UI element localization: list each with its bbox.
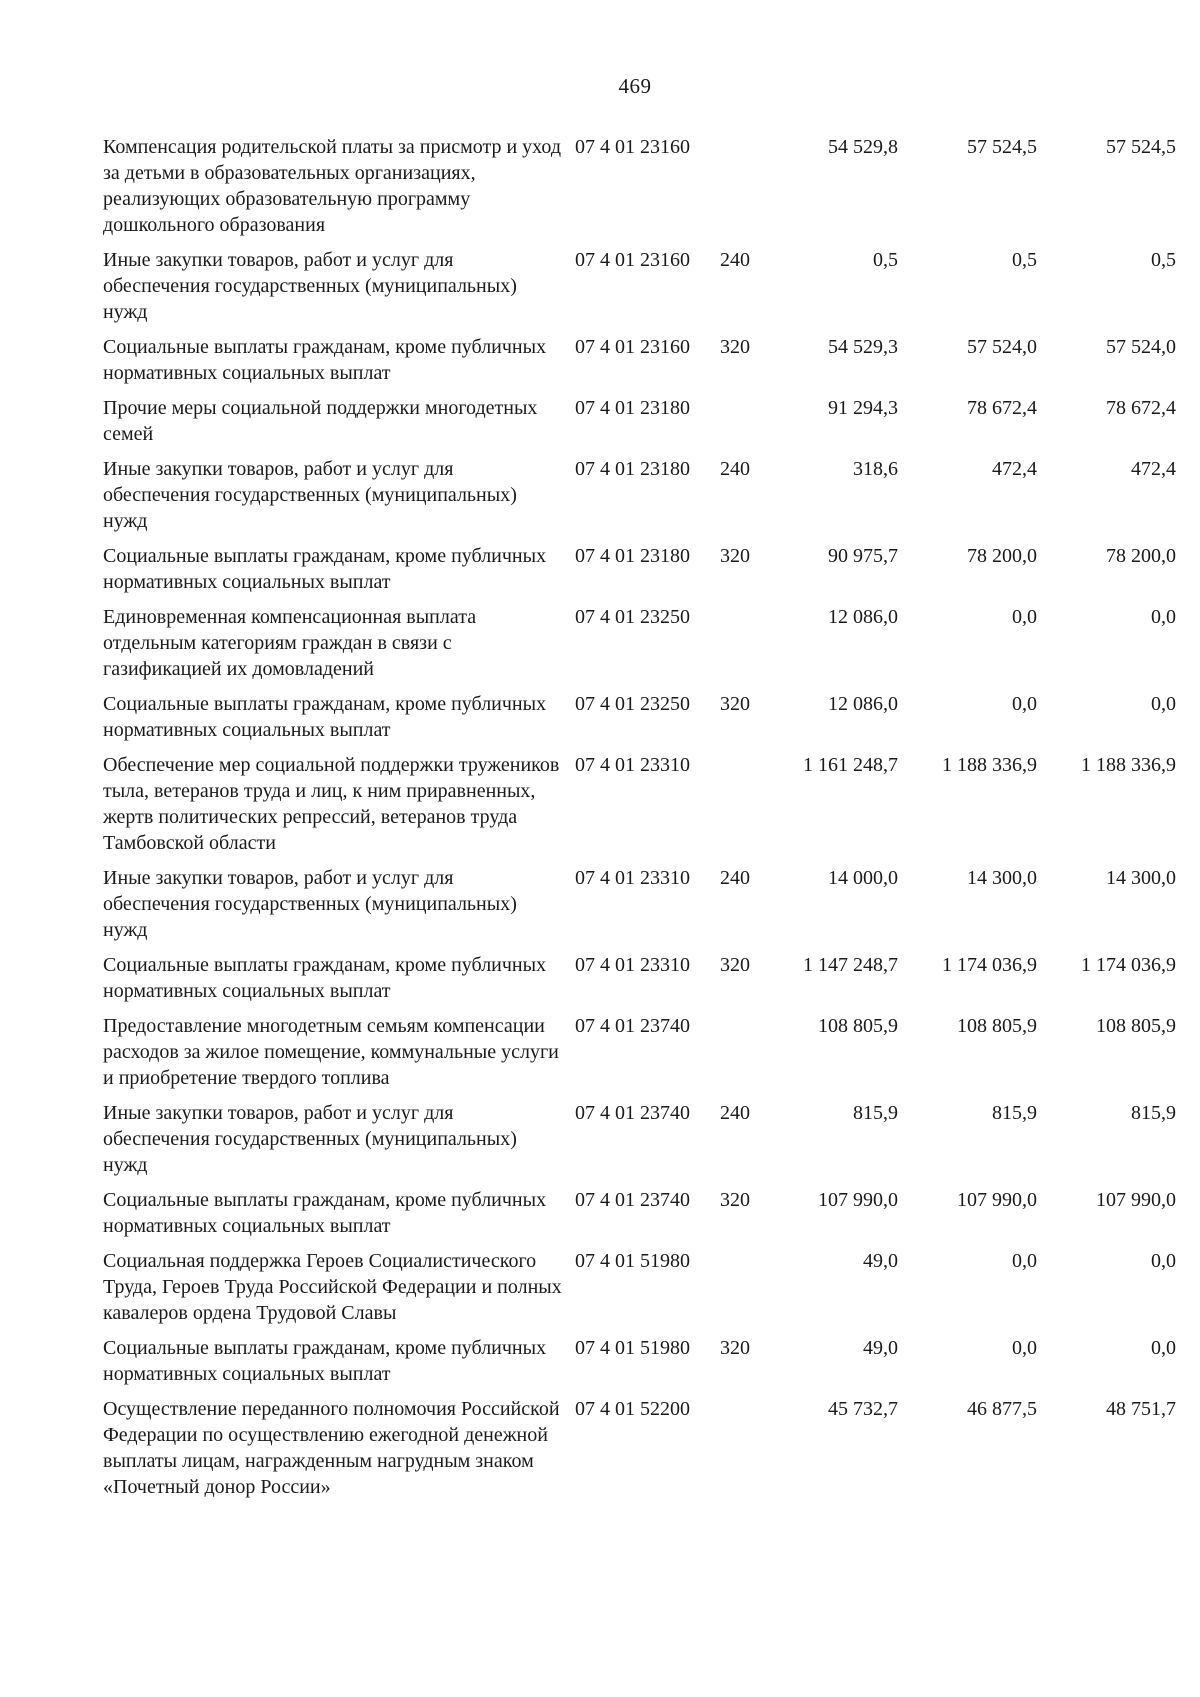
row-expense-type: 320 bbox=[720, 336, 750, 358]
row-value-1: 14 000,0 bbox=[828, 867, 898, 889]
row-name: Компенсация родительской платы за присмотр и уход за детьми в образовательных организациях, реализующих образовательную программу дошкольного образования bbox=[103, 136, 562, 236]
row-name: Социальные выплаты гражданам, кроме публичных нормативных социальных выплат bbox=[103, 336, 547, 384]
row-name: Единовременная компенсационная выплата отдельным категориям граждан в связи с газификацией их домовладений bbox=[103, 606, 477, 680]
row-value-3: 108 805,9 bbox=[1096, 1015, 1176, 1037]
row-expense-type: 320 bbox=[720, 545, 750, 567]
row-value-1: 108 805,9 bbox=[818, 1015, 898, 1037]
row-value-2: 108 805,9 bbox=[957, 1015, 1037, 1037]
row-expense-type: 320 bbox=[720, 1189, 750, 1211]
row-value-3: 57 524,5 bbox=[1106, 136, 1176, 158]
table-row bbox=[103, 543, 1183, 595]
row-value-2: 0,0 bbox=[1012, 606, 1037, 628]
row-value-2: 57 524,5 bbox=[967, 136, 1037, 158]
row-value-1: 107 990,0 bbox=[818, 1189, 898, 1211]
row-value-3: 1 188 336,9 bbox=[1081, 754, 1176, 776]
row-value-2: 107 990,0 bbox=[957, 1189, 1037, 1211]
row-code: 07 4 01 23180 bbox=[575, 458, 690, 480]
row-value-1: 815,9 bbox=[853, 1102, 898, 1124]
row-code: 07 4 01 51980 bbox=[575, 1337, 690, 1359]
row-code: 07 4 01 52200 bbox=[575, 1398, 690, 1420]
row-value-2: 57 524,0 bbox=[967, 336, 1037, 358]
row-value-3: 14 300,0 bbox=[1106, 867, 1176, 889]
row-code: 07 4 01 23180 bbox=[575, 397, 690, 419]
table-row bbox=[103, 1248, 1183, 1326]
table-row bbox=[103, 752, 1183, 856]
row-value-3: 78 200,0 bbox=[1106, 545, 1176, 567]
table-row bbox=[103, 334, 1183, 386]
row-code: 07 4 01 23740 bbox=[575, 1189, 690, 1211]
row-value-1: 1 161 248,7 bbox=[803, 754, 898, 776]
row-value-1: 54 529,8 bbox=[828, 136, 898, 158]
row-value-3: 472,4 bbox=[1131, 458, 1176, 480]
row-expense-type: 320 bbox=[720, 954, 750, 976]
row-name: Социальные выплаты гражданам, кроме публичных нормативных социальных выплат bbox=[103, 954, 547, 1002]
row-name: Предоставление многодетным семьям компенсации расходов за жилое помещение, коммунальные услуги и приобретение твердого топлива bbox=[103, 1015, 559, 1089]
table-row bbox=[103, 691, 1183, 743]
row-code: 07 4 01 23160 bbox=[575, 249, 690, 271]
row-value-1: 12 086,0 bbox=[828, 606, 898, 628]
row-code: 07 4 01 23310 bbox=[575, 954, 690, 976]
row-name: Социальные выплаты гражданам, кроме публичных нормативных социальных выплат bbox=[103, 545, 547, 593]
row-code: 07 4 01 23310 bbox=[575, 867, 690, 889]
table-row bbox=[103, 1396, 1183, 1500]
row-value-1: 49,0 bbox=[863, 1337, 898, 1359]
row-expense-type: 320 bbox=[720, 693, 750, 715]
table-row bbox=[103, 1187, 1183, 1239]
row-value-2: 46 877,5 bbox=[967, 1398, 1037, 1420]
row-value-3: 0,5 bbox=[1151, 249, 1176, 271]
row-code: 07 4 01 23180 bbox=[575, 545, 690, 567]
row-value-2: 78 200,0 bbox=[967, 545, 1037, 567]
row-code: 07 4 01 23250 bbox=[575, 693, 690, 715]
table-row bbox=[103, 1335, 1183, 1387]
row-value-3: 815,9 bbox=[1131, 1102, 1176, 1124]
row-code: 07 4 01 23310 bbox=[575, 754, 690, 776]
row-name: Иные закупки товаров, работ и услуг для обеспечения государственных (муниципальных) нужд bbox=[103, 249, 517, 323]
budget-table bbox=[103, 134, 1183, 1509]
row-code: 07 4 01 23250 bbox=[575, 606, 690, 628]
table-row bbox=[103, 456, 1183, 534]
row-value-3: 0,0 bbox=[1151, 693, 1176, 715]
row-value-3: 0,0 bbox=[1151, 1337, 1176, 1359]
row-code: 07 4 01 23160 bbox=[575, 336, 690, 358]
row-value-2: 472,4 bbox=[992, 458, 1037, 480]
row-name: Иные закупки товаров, работ и услуг для обеспечения государственных (муниципальных) нужд bbox=[103, 1102, 517, 1176]
row-value-3: 1 174 036,9 bbox=[1081, 954, 1176, 976]
row-expense-type: 240 bbox=[720, 867, 750, 889]
table-row bbox=[103, 604, 1183, 682]
table-row bbox=[103, 952, 1183, 1004]
row-name: Осуществление переданного полномочия Российской Федерации по осуществлению ежегодной денежной выплаты лицам, награжденным нагрудным знаком «Почетный донор России» bbox=[103, 1398, 560, 1498]
row-name: Прочие меры социальной поддержки многодетных семей bbox=[103, 397, 538, 445]
table-row bbox=[103, 247, 1183, 325]
page-number: 469 bbox=[618, 74, 652, 98]
row-value-2: 815,9 bbox=[992, 1102, 1037, 1124]
row-value-2: 78 672,4 bbox=[967, 397, 1037, 419]
row-value-2: 1 188 336,9 bbox=[942, 754, 1037, 776]
row-value-3: 78 672,4 bbox=[1106, 397, 1176, 419]
row-value-3: 0,0 bbox=[1151, 1250, 1176, 1272]
row-value-1: 1 147 248,7 bbox=[803, 954, 898, 976]
row-code: 07 4 01 23740 bbox=[575, 1015, 690, 1037]
row-value-1: 49,0 bbox=[863, 1250, 898, 1272]
row-value-2: 14 300,0 bbox=[967, 867, 1037, 889]
row-code: 07 4 01 51980 bbox=[575, 1250, 690, 1272]
row-value-1: 91 294,3 bbox=[828, 397, 898, 419]
row-value-3: 107 990,0 bbox=[1096, 1189, 1176, 1211]
row-value-2: 1 174 036,9 bbox=[942, 954, 1037, 976]
row-expense-type: 240 bbox=[720, 249, 750, 271]
row-code: 07 4 01 23160 bbox=[575, 136, 690, 158]
row-name: Социальная поддержка Героев Социалистического Труда, Героев Труда Российской Федерации и полных кавалеров ордена Трудовой Славы bbox=[103, 1250, 562, 1324]
row-value-1: 54 529,3 bbox=[828, 336, 898, 358]
row-value-2: 0,0 bbox=[1012, 1250, 1037, 1272]
table-row bbox=[103, 395, 1183, 447]
row-value-1: 0,5 bbox=[873, 249, 898, 271]
row-expense-type: 240 bbox=[720, 1102, 750, 1124]
row-value-1: 90 975,7 bbox=[828, 545, 898, 567]
row-name: Иные закупки товаров, работ и услуг для обеспечения государственных (муниципальных) нужд bbox=[103, 458, 517, 532]
row-value-3: 48 751,7 bbox=[1106, 1398, 1176, 1420]
row-value-3: 57 524,0 bbox=[1106, 336, 1176, 358]
row-name: Обеспечение мер социальной поддержки тружеников тыла, ветеранов труда и лиц, к ним приравненных, жертв политических репрессий, ветеранов труда Тамбовской области bbox=[103, 754, 560, 854]
row-name: Социальные выплаты гражданам, кроме публичных нормативных социальных выплат bbox=[103, 693, 547, 741]
row-value-2: 0,5 bbox=[1012, 249, 1037, 271]
row-expense-type: 240 bbox=[720, 458, 750, 480]
row-name: Социальные выплаты гражданам, кроме публичных нормативных социальных выплат bbox=[103, 1189, 547, 1237]
row-value-2: 0,0 bbox=[1012, 1337, 1037, 1359]
row-value-3: 0,0 bbox=[1151, 606, 1176, 628]
table-row bbox=[103, 865, 1183, 943]
table-row bbox=[103, 1013, 1183, 1091]
row-expense-type: 320 bbox=[720, 1337, 750, 1359]
row-code: 07 4 01 23740 bbox=[575, 1102, 690, 1124]
table-row bbox=[103, 1100, 1183, 1178]
table-row bbox=[103, 134, 1183, 238]
row-name: Иные закупки товаров, работ и услуг для обеспечения государственных (муниципальных) нужд bbox=[103, 867, 517, 941]
row-name: Социальные выплаты гражданам, кроме публичных нормативных социальных выплат bbox=[103, 1337, 547, 1385]
row-value-1: 45 732,7 bbox=[828, 1398, 898, 1420]
row-value-2: 0,0 bbox=[1012, 693, 1037, 715]
row-value-1: 318,6 bbox=[853, 458, 898, 480]
row-value-1: 12 086,0 bbox=[828, 693, 898, 715]
